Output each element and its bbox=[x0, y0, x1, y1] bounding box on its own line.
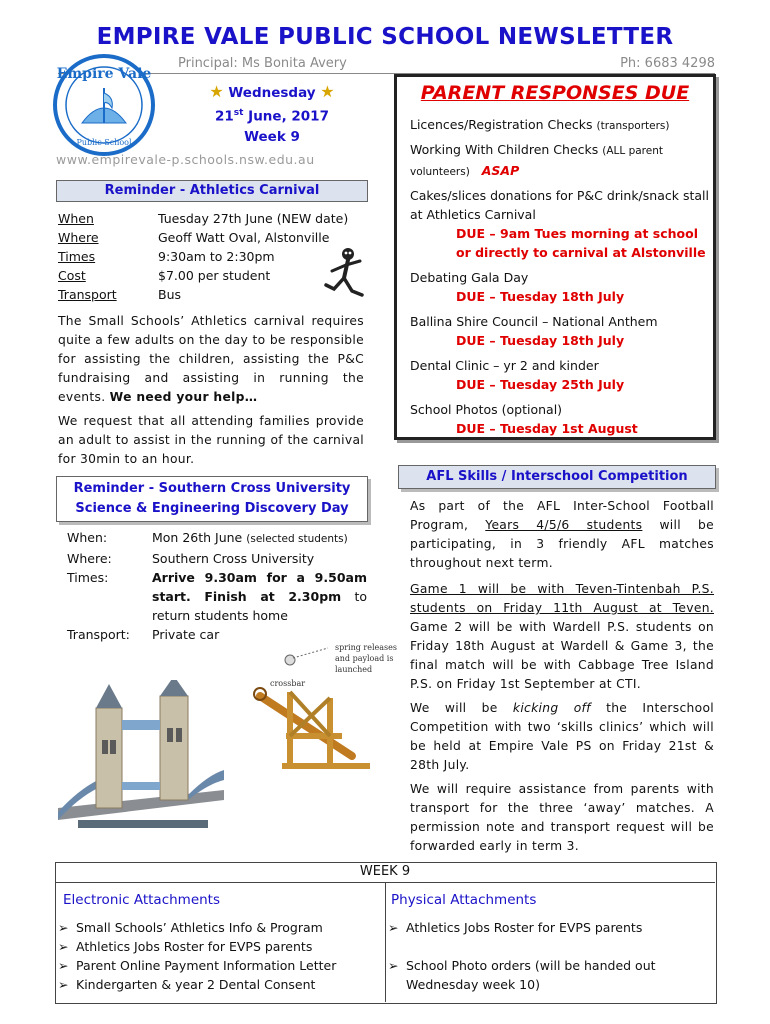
svg-text:launched: launched bbox=[335, 665, 373, 674]
issue-week: Week 9 bbox=[244, 128, 300, 145]
logo-text-top: Empire Vale bbox=[56, 66, 152, 82]
electronic-attachments-list bbox=[58, 918, 380, 994]
tower-bridge-image bbox=[58, 680, 224, 860]
runner-icon bbox=[322, 245, 366, 303]
detail-value: $7.00 per student bbox=[158, 268, 271, 283]
arrow-bullet-icon: ➢ bbox=[388, 958, 399, 973]
logo-text-bottom: Public School bbox=[76, 138, 132, 147]
parent-responses-title: PARENT RESPONSES DUE bbox=[420, 82, 690, 104]
attachment-item bbox=[388, 918, 710, 937]
athletics-heading: Reminder - Athletics Carnival bbox=[56, 180, 368, 202]
newsletter-title: EMPIRE VALE PUBLIC SCHOOL NEWSLETTER bbox=[96, 24, 674, 50]
attachment-item bbox=[58, 956, 380, 975]
star-icon: ★ bbox=[320, 82, 335, 101]
attachment-item-label: Kindergarten & year 2 Dental Consent bbox=[76, 977, 316, 992]
school-logo bbox=[52, 53, 156, 157]
detail-value: Geoff Watt Oval, Alstonville bbox=[158, 230, 330, 245]
afl-heading: AFL Skills / Interschool Competition bbox=[398, 465, 716, 489]
catapult-diagram bbox=[230, 636, 400, 776]
attachment-item-label: Parent Online Payment Information Letter bbox=[76, 958, 337, 973]
athletics-request-paragraph: We request that all attending families provide an adult to assist in the running of the carnival for 30min to an hour. bbox=[58, 414, 364, 466]
attachment-item-label: Athletics Jobs Roster for EVPS parents bbox=[406, 920, 643, 935]
detail-label: Where bbox=[58, 230, 99, 245]
arrow-bullet-icon: ➢ bbox=[58, 939, 69, 954]
physical-attachments-list bbox=[388, 918, 710, 994]
detail-value: Tuesday 27th June (NEW date) bbox=[158, 211, 349, 226]
detail-label: Times bbox=[58, 249, 96, 264]
attachment-item-label: School Photo orders (will be handed out Wednesday week 10) bbox=[406, 958, 656, 992]
svg-text:and payload is: and payload is bbox=[335, 654, 394, 663]
attachment-item bbox=[388, 956, 710, 994]
week-label: WEEK 9 bbox=[55, 862, 715, 883]
star-icon: ★ bbox=[209, 82, 224, 101]
arrow-bullet-icon: ➢ bbox=[58, 958, 69, 973]
school-website-link[interactable]: www.empirevale-p.schools.nsw.edu.au bbox=[56, 152, 315, 167]
attachment-item-label: Athletics Jobs Roster for EVPS parents bbox=[76, 939, 313, 954]
attachment-item bbox=[58, 975, 380, 994]
scu-heading: Reminder - Southern Cross University Science & Engineering Discovery Day bbox=[56, 476, 368, 522]
arrow-bullet-icon: ➢ bbox=[58, 920, 69, 935]
detail-label: When bbox=[58, 211, 94, 226]
scu-details: When: Mon 26th June (selected students) Where: Southern Cross University Times: Arrive 9.30am for a 9.50am start. Finish at 2.30pm to return students home Transport: Private car bbox=[67, 530, 367, 642]
attachment-item-label: Small Schools’ Athletics Info & Program bbox=[76, 920, 323, 935]
principal-name: Principal: Ms Bonita Avery bbox=[178, 56, 347, 71]
detail-label: Transport bbox=[58, 287, 117, 302]
issue-date: ★ Wednesday ★ 21st June, 2017 Week 9 bbox=[192, 82, 352, 147]
attachment-item bbox=[58, 937, 380, 956]
arrow-bullet-icon: ➢ bbox=[58, 977, 69, 992]
athletics-detail-row bbox=[58, 209, 368, 228]
afl-paragraph-1: As part of the AFL Inter-School Football Program, Years 4/5/6 students will be participating, in 3 friendly AFL matches throughout next term. bbox=[410, 499, 714, 570]
physical-attachments-heading: Physical Attachments bbox=[391, 892, 537, 908]
attachment-item bbox=[58, 918, 380, 937]
attachments-divider bbox=[385, 882, 386, 1002]
athletics-help-paragraph: The Small Schools’ Athletics carnival requires quite a few adults on the day to be responsible for assisting the children, assisting the P&C fundraising and assisting in running the events. We need your help… bbox=[58, 314, 364, 404]
crossbar-label: crossbar bbox=[270, 679, 306, 688]
afl-paragraph-2: Game 1 will be with Teven-Tintenbah P.S. students on Friday 11th August at Teven. Game 2 will be with Wardell P.S. students on Friday 18th August at Wardell & Game 3, the final match will be with Cabbage Tree Island P.S. on Friday 1st September at CTI. bbox=[410, 582, 714, 691]
afl-paragraph-4: We will require assistance from parents with transport for the three ‘away’ matches. A permission note and transport request will be forwarded early in term 3. bbox=[410, 782, 714, 853]
phone-number: Ph: 6683 4298 bbox=[620, 56, 715, 71]
afl-paragraph-3: We will be kicking off the Interschool Competition with two ‘skills clinics’ which will be held at Empire Vale PS on Friday 21st & 28th July. bbox=[410, 701, 715, 772]
detail-value: 9:30am to 2:30pm bbox=[158, 249, 275, 264]
svg-text:spring releases: spring releases bbox=[335, 643, 397, 652]
arrow-bullet-icon: ➢ bbox=[388, 920, 399, 935]
parent-responses-list: Licences/Registration Checks (transporters) Working With Children Checks (ALL parent volunteers) ASAP Cakes/slices donations for P&C drink/snack stall at Athletics Carnival DUE – 9am Tues morning at school or directly to carnival at Alstonville Debating Gala Day DUE – Tuesday 18th July Ballina Shire Council – National Anthem DUE – Tuesday 18th July Dental Clinic – yr 2 and kinder DUE – Tuesday 25th July School Photos (optional) DUE – Tuesday 1st August bbox=[410, 117, 709, 436]
electronic-attachments-heading: Electronic Attachments bbox=[63, 892, 221, 908]
issue-day: Wednesday bbox=[228, 85, 316, 101]
detail-value: Bus bbox=[158, 287, 182, 302]
detail-label: Cost bbox=[58, 268, 86, 283]
